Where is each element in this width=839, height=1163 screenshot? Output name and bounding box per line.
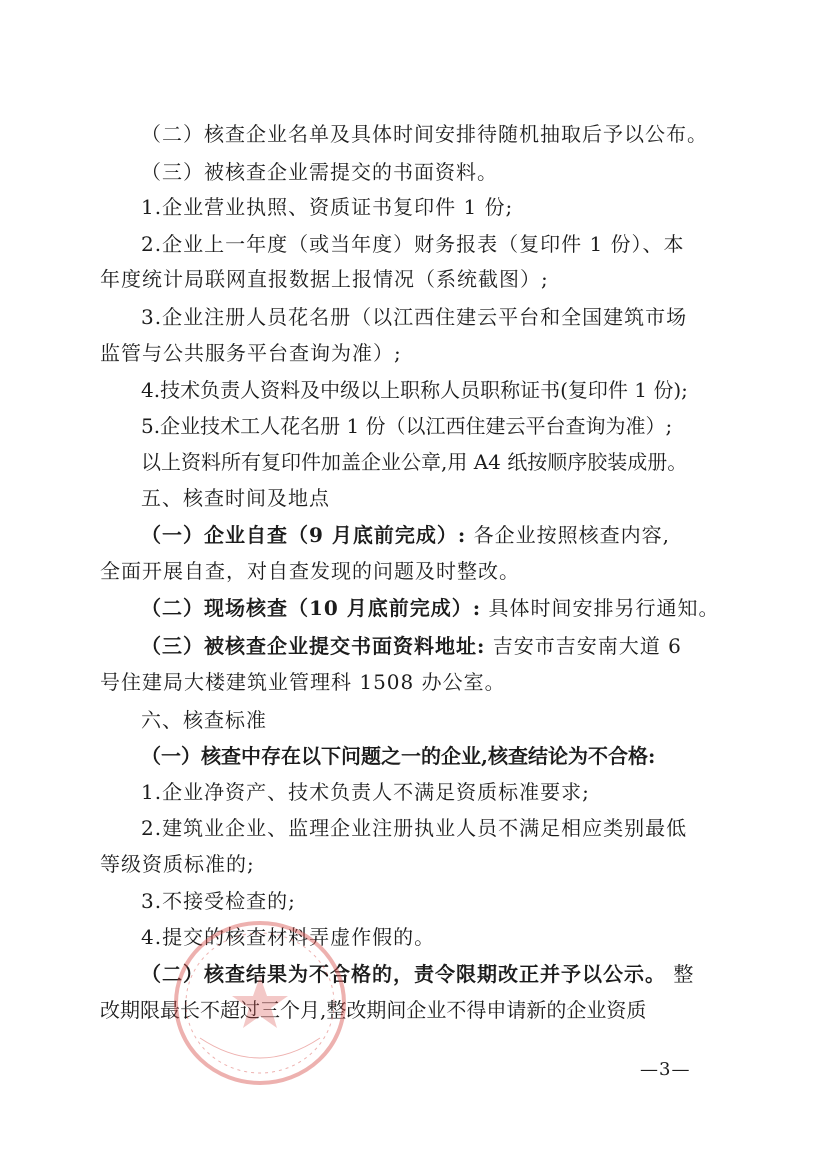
text-line: 4.提交的核查材料弄虚作假的。 [141, 925, 436, 949]
text-line: 3.企业注册人员花名册（以江西住建云平台和全国建筑市场 [141, 305, 688, 329]
text-line: 5.企业技术工人花名册 1 份（以江西住建云平台查询为准）; [141, 414, 673, 438]
text-span: 吉安市吉安南大道 6 [492, 634, 682, 658]
subheading: （一）核查中存在以下问题之一的企业,核查结论为不合格: [141, 744, 656, 768]
text-line: 等级资质标准的; [100, 852, 255, 876]
text-line [141, 594, 781, 622]
subheading: （二）现场核查（10 月底前完成）: [141, 596, 482, 620]
text-line: （二）核查企业名单及具体时间安排待随机抽取后予以公布。 [141, 122, 708, 146]
text-line: 年度统计局联网直报数据上报情况（系统截图）; [100, 267, 549, 291]
subheading: （一）企业自查（9 月底前完成）: [141, 523, 467, 547]
text-line: 1.企业营业执照、资质证书复印件 1 份; [141, 195, 514, 219]
section-heading: 五、核查时间及地点 [141, 486, 330, 510]
subheading: （二）核查结果为不合格的，责令限期改正并予以公示。 [141, 962, 666, 986]
text-line: 2.企业上一年度（或当年度）财务报表（复印件 1 份）、本 [141, 232, 685, 256]
text-line: 1.企业净资产、技术负责人不满足资质标准要求; [141, 780, 590, 804]
text-span: 具体时间安排另行通知。 [488, 596, 720, 620]
text-line: 号住建局大楼建筑业管理科 1508 办公室。 [100, 670, 506, 694]
text-line: 3.不接受检查的; [141, 889, 296, 913]
text-line: 全面开展自查，对自查发现的问题及时整改。 [100, 559, 520, 583]
text-line: 改期限最长不超过三个月,整改期间企业不得申请新的企业资质 [100, 998, 647, 1022]
subheading: （三）被核查企业提交书面资料地址: [141, 634, 486, 658]
text-line: 2.建筑业企业、监理企业注册执业人员不满足相应类别最低 [141, 816, 688, 840]
text-line: 4.技术负责人资料及中级以上职称人员职称证书(复印件 1 份); [141, 378, 688, 402]
text-line: 监管与公共服务平台查询为准）; [100, 341, 402, 365]
text-line [141, 632, 781, 660]
text-span: 各企业按照核查内容, [473, 523, 670, 547]
text-line [141, 521, 781, 549]
text-line [141, 960, 781, 988]
text-span: 整 [673, 962, 695, 986]
text-line: 以上资料所有复印件加盖企业公章,用 A4 纸按顺序胶装成册。 [141, 450, 688, 474]
text-line: （三）被核查企业需提交的书面资料。 [141, 160, 498, 184]
page-number: —3— [640, 1059, 691, 1080]
section-heading: 六、核查标准 [141, 708, 267, 732]
